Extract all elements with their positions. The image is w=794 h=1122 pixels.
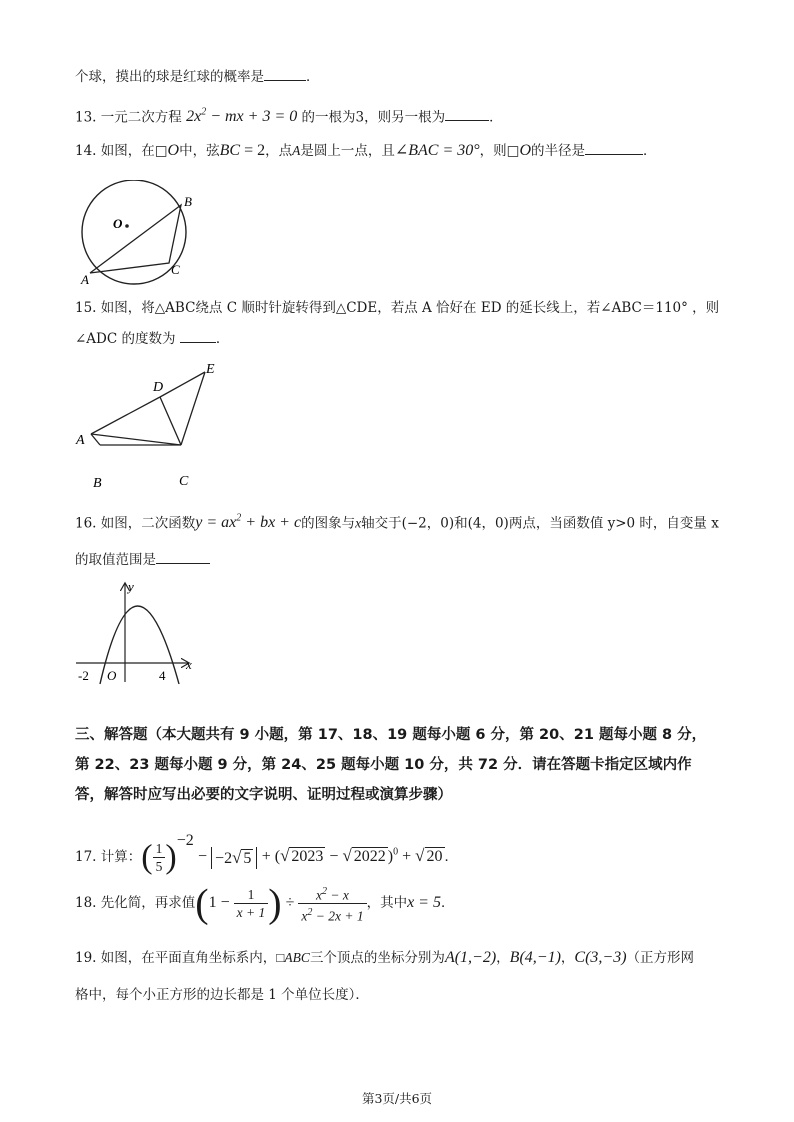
center-point	[125, 224, 129, 228]
label-b: B	[184, 194, 192, 209]
question-13: 13. 一元二次方程 $2x^2$ − mx + 3 = 0 的一根为3，则另一根为 ．	[75, 107, 503, 126]
question-16: 16. 如图，二次函数$y = ax^2$ + bx + c的图象与x轴交于(−2，0)和(4，0)两点，当函数值 y>0 时，自变量 x	[75, 513, 719, 532]
label-o: O	[107, 668, 117, 683]
label-c: C	[179, 474, 189, 489]
label-4: 4	[159, 668, 166, 683]
question-18: 18. 先化简，再求值(1 − $\frac{1}{x + 1}$ ) ÷ $\frac{x^2 - x}{x^2 - 2x + 1}$ ，其中x = 5．	[75, 880, 455, 926]
equation: $2x^2$ − mx + 3 = 0	[186, 107, 298, 126]
q12-tail: 个球，摸出的球是红球的概率是 ．	[75, 66, 320, 87]
label-c: C	[171, 262, 180, 277]
question-14: 14. 如图，在□O中，弦BC = 2，点A是圆上一点，且∠BAC = 30°，则□O的半径是 ．	[75, 142, 657, 159]
label-neg2: -2	[78, 668, 89, 683]
section-3-heading-line3: 答，解答时应写出必要的文字说明、证明过程或演算步骤）	[75, 787, 452, 803]
question-19: 19. 如图，在平面直角坐标系内，□ABC三个顶点的坐标分别为A(1,−2)，B(4,−1)，C(3,−3)（正方形网	[75, 949, 695, 966]
section-3-heading-line2: 第 22、23 题每小题 9 分，第 24、25 题每小题 10 分，共 72 分．请在答题卡指定区域内作	[75, 757, 692, 773]
section-3-heading-line1: 三、解答题（本大题共有 9 小题，第 17、18、19 题每小题 6 分，第 20、21 题每小题 8 分，	[75, 727, 707, 743]
label-o: O	[113, 216, 123, 231]
answer-blank	[264, 66, 306, 81]
answer-blank	[180, 328, 216, 343]
label-y: y	[128, 579, 134, 594]
answer-blank	[445, 106, 489, 121]
label-x: x	[186, 657, 192, 672]
question-17: 17. 计算：( $\frac{1}{5}$ )$^{-2}$ − −2√ 5 + (√ 2023 − √ 2022 )$^0$ + √ 20 ．	[75, 832, 458, 876]
question-19-line2: 格中，每个小正方形的边长都是 1 个单位长度）．	[75, 987, 369, 1003]
figure-15-rotation	[72, 358, 232, 493]
answer-blank	[156, 549, 210, 564]
label-e: E	[206, 362, 215, 377]
question-15: 15. 如图，将△ABC绕点 C 顺时针旋转得到△CDE，若点 A 恰好在 ED 的延长线上，若∠ABC＝110° ，则	[75, 300, 720, 316]
triangle-abc	[90, 205, 181, 273]
label-b: B	[93, 476, 102, 491]
label-a: A	[81, 272, 89, 287]
page-footer: 第3页/共6页	[361, 1091, 433, 1106]
answer-blank	[585, 140, 643, 155]
label-d: D	[153, 380, 164, 395]
figure-14-circle	[70, 180, 210, 290]
question-16-line2: 的取值范围是	[75, 549, 210, 570]
label-a: A	[76, 433, 85, 448]
figure-16-parabola	[72, 578, 202, 688]
question-15-line2: ∠ADC 的度数为 ．	[75, 328, 229, 349]
